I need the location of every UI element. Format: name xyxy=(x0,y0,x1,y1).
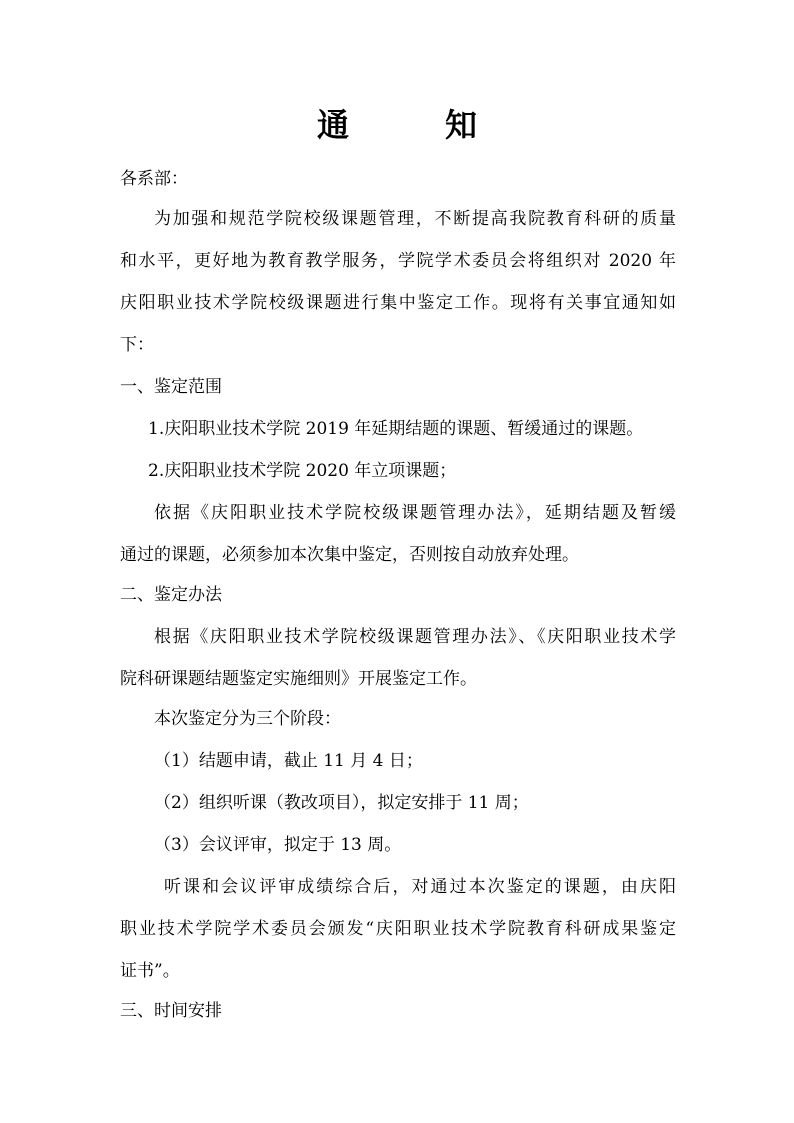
intro-line-1: 为加强和规范学院校级课题管理，不断提高我院教育科研的质量 xyxy=(154,209,676,229)
section2-stage-2: （2）组织听课（教改项目），拟定安排于 11 周； xyxy=(154,793,529,813)
title-char-2: 知 xyxy=(445,106,478,144)
intro-line-3: 庆阳职业技术学院校级课题进行集中鉴定工作。现将有关事宜通知如 xyxy=(120,293,676,313)
section1-item-1: 1.庆阳职业技术学院 2019 年延期结题的课题、暂缓通过的课题。 xyxy=(148,419,644,439)
section2-result-line-1: 听课和会议评审成绩综合后，对通过本次鉴定的课题，由庆阳 xyxy=(164,877,676,897)
section2-basis-line-2: 院科研课题结题鉴定实施细则》开展鉴定工作。 xyxy=(120,669,477,689)
salutation: 各系部： xyxy=(120,169,188,189)
section2-stages-intro: 本次鉴定分为三个阶段： xyxy=(154,709,341,729)
section2-heading: 二、鉴定办法 xyxy=(120,585,222,605)
section2-basis-line-1: 根据《庆阳职业技术学院校级课题管理办法》、《庆阳职业技术学 xyxy=(154,627,676,647)
title-char-1: 通 xyxy=(316,106,349,144)
section1-item-2: 2.庆阳职业技术学院 2020 年立项课题； xyxy=(148,461,457,481)
intro-line-4: 下： xyxy=(120,335,154,355)
page-title xyxy=(0,100,794,150)
section1-note-line-2: 通过的课题，必须参加本次集中鉴定，否则按自动放弃处理。 xyxy=(120,545,579,565)
section2-stage-1: （1）结题申请，截止 11 月 4 日； xyxy=(154,751,423,771)
section1-heading: 一、鉴定范围 xyxy=(120,377,222,397)
section3-heading: 三、时间安排 xyxy=(120,1001,222,1021)
section2-stage-3: （3）会议评审，拟定于 13 周。 xyxy=(154,835,402,855)
section2-result-line-3: 证书”。 xyxy=(120,961,180,981)
intro-line-2: 和水平，更好地为教育教学服务，学院学术委员会将组织对 2020 年 xyxy=(120,251,676,271)
section2-result-line-2: 职业技术学院学术委员会颁发“庆阳职业技术学院教育科研成果鉴定 xyxy=(120,919,676,939)
section1-note-line-1: 依据《庆阳职业技术学院校级课题管理办法》，延期结题及暂缓 xyxy=(154,503,676,523)
